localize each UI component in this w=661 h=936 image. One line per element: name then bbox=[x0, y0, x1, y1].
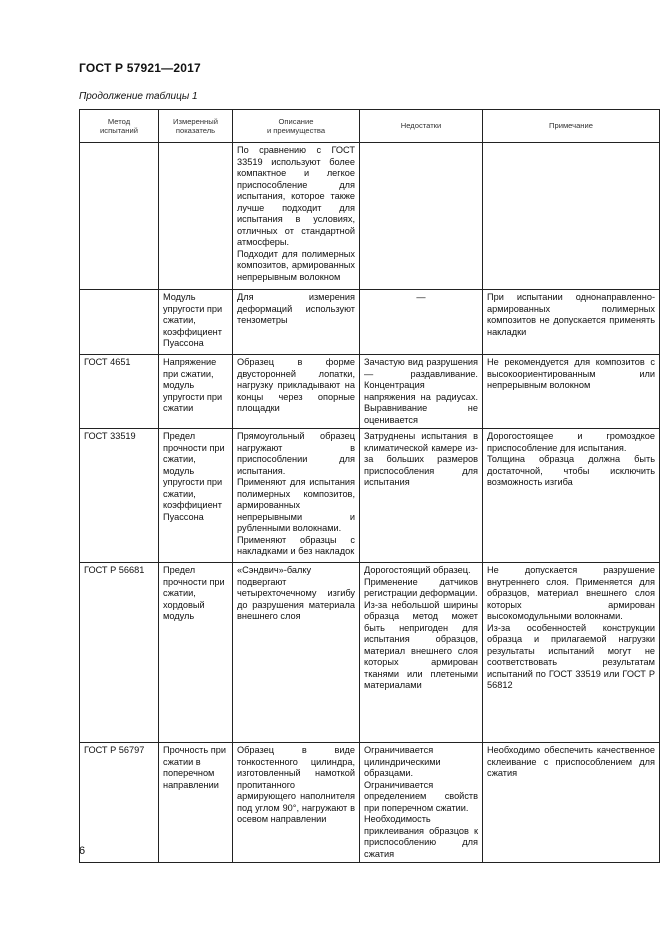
cell-method: ГОСТ Р 56797 bbox=[80, 743, 159, 863]
cell-notes bbox=[483, 143, 660, 290]
document-title: ГОСТ Р 57921—2017 bbox=[79, 61, 201, 75]
methods-table bbox=[79, 109, 660, 863]
cell-drawbacks: Зачастую вид разрушения — раздавливание. Концентрация напряжения на радиусах. Выравнивание не оценивается bbox=[360, 355, 483, 429]
column-header-indicator: Измеренный показатель bbox=[159, 110, 233, 143]
page-number: 6 bbox=[79, 845, 86, 857]
cell-method: ГОСТ 33519 bbox=[80, 429, 159, 563]
cell-drawbacks: — bbox=[360, 290, 483, 355]
cell-drawbacks: Затруднены испытания в климатической камере из-за больших размеров приспособления для испытания bbox=[360, 429, 483, 563]
cell-notes: Не рекомендуется для композитов с высокоориентированным или непрерывным волокном bbox=[483, 355, 660, 429]
cell-description: Для измерения деформаций используют тензометры bbox=[233, 290, 360, 355]
cell-description: «Сэндвич»-балку подвергают четырехточечному изгибу до разрушения материала внешнего слоя bbox=[233, 563, 360, 743]
table-header-row bbox=[80, 110, 660, 143]
cell-drawbacks: Ограничивается цилиндрическими образцами. Ограничивается определением свойств при поперечном сжатии. Необходимость приклеивания образцов к приспособлению для сжатия bbox=[360, 743, 483, 863]
table-row bbox=[80, 355, 660, 429]
column-header-method: Метод испытаний bbox=[80, 110, 159, 143]
column-header-notes: Примечание bbox=[483, 110, 660, 143]
cell-notes: При испытании однонаправленно-армированных полимерных композитов не допускается применять накладки bbox=[483, 290, 660, 355]
cell-method: ГОСТ Р 56681 bbox=[80, 563, 159, 743]
cell-notes: Необходимо обеспечить качественное склеивание с приспособлением для сжатия bbox=[483, 743, 660, 863]
cell-indicator: Предел прочности при сжатии, модуль упругости при сжатии, коэффициент Пуассона bbox=[159, 429, 233, 563]
cell-notes: Дорогостоящее и громоздкое приспособление для испытания. Толщина образца должна быть достаточной, чтобы исключить возможность изгиба bbox=[483, 429, 660, 563]
table-row bbox=[80, 429, 660, 563]
cell-notes: Не допускается разрушение внутреннего слоя. Применяется для образцов, материал внешнего слоя которых армирован высокомодульными волокнами. Из-за особенностей конструкции образца и прилагаемой нагрузки результаты испытаний могут не соответствовать результатам испытаний по ГОСТ 33519 или ГОСТ Р 56812 bbox=[483, 563, 660, 743]
cell-description: Образец в виде тонкостенного цилиндра, изготовленный намоткой пропитанного армирующего наполнителя под углом 90°, нагружают в осевом направлении bbox=[233, 743, 360, 863]
cell-drawbacks bbox=[360, 143, 483, 290]
table-caption: Продолжение таблицы 1 bbox=[79, 91, 198, 102]
cell-description: Образец в форме двусторонней лопатки, нагрузку прикладывают на концы через опорные площадки bbox=[233, 355, 360, 429]
cell-indicator: Прочность при сжатии в поперечном направлении bbox=[159, 743, 233, 863]
table-row bbox=[80, 563, 660, 743]
table-row bbox=[80, 743, 660, 863]
column-header-drawbacks: Недостатки bbox=[360, 110, 483, 143]
cell-drawbacks: Дорогостоящий образец. Применение датчиков регистрации деформации. Из-за небольшой ширины образца метод может быть непригоден для испытания образцов, материал внешнего слоя которых армирован тканями или плетеными материалами bbox=[360, 563, 483, 743]
cell-indicator bbox=[159, 143, 233, 290]
cell-description: По сравнению с ГОСТ 33519 используют более компактное и легкое приспособление для испытания, которое также лучше подходит для испытания в условиях, отличных от стандартной атмосферы. Подходит для полимерных композитов, армированных непрерывным волокном bbox=[233, 143, 360, 290]
column-header-description: Описание и преимущества bbox=[233, 110, 360, 143]
cell-indicator: Модуль упругости при сжатии, коэффициент Пуассона bbox=[159, 290, 233, 355]
cell-indicator: Напряжение при сжатии, модуль упругости при сжатии bbox=[159, 355, 233, 429]
cell-method bbox=[80, 143, 159, 290]
table-row bbox=[80, 290, 660, 355]
table-row bbox=[80, 143, 660, 290]
cell-description: Прямоугольный образец нагружают в приспособлении для испытания. Применяют для испытания полимерных композитов, армированных непрерывными и рубленными волокнами. Применяют образцы с накладками и без накладок bbox=[233, 429, 360, 563]
cell-indicator: Предел прочности при сжатии, хордовый модуль bbox=[159, 563, 233, 743]
cell-method: ГОСТ 4651 bbox=[80, 355, 159, 429]
cell-method bbox=[80, 290, 159, 355]
